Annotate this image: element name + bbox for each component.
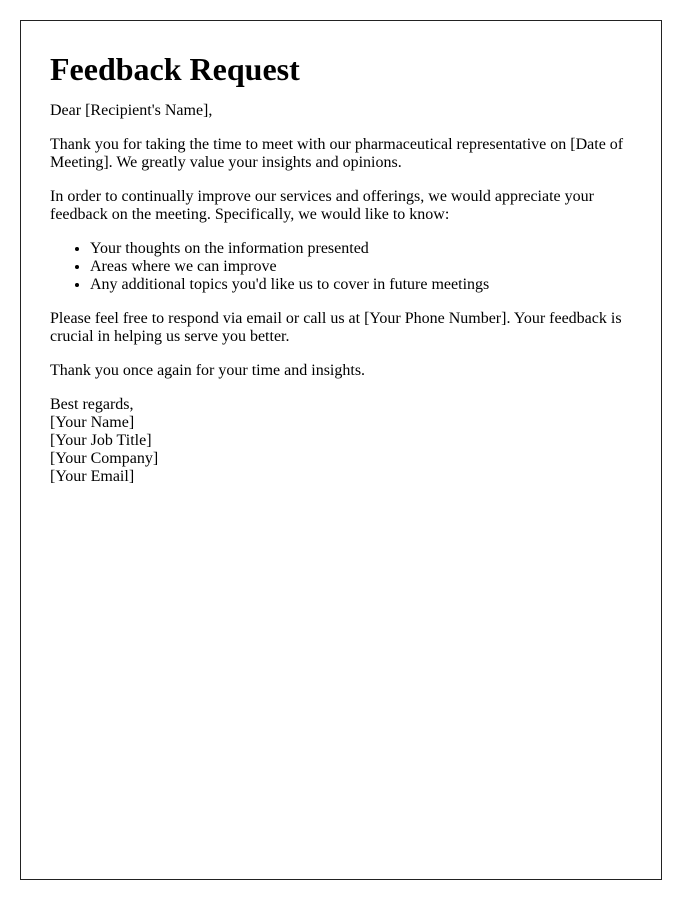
signature-closing: Best regards, <box>50 396 134 413</box>
salutation: Dear [Recipient's Name], <box>50 102 213 119</box>
letter-page <box>20 20 662 880</box>
signature-job-title: [Your Job Title] <box>50 432 152 449</box>
signature-email: [Your Email] <box>50 468 135 485</box>
signature-block <box>50 396 641 486</box>
list-item: • Your thoughts on the information presented <box>90 240 641 258</box>
feedback-topics-list <box>50 240 641 294</box>
letter-title: Feedback Request <box>50 51 300 87</box>
signature-name: [Your Name] <box>50 414 135 431</box>
list-item: • Any additional topics you'd like us to cover in future meetings <box>90 276 641 294</box>
paragraph-request: In order to continually improve our services and offerings, we would appreciate your feedback on the meeting. Specifically, we would like to know: <box>50 188 594 223</box>
paragraph-thanks: Thank you once again for your time and insights. <box>50 362 366 379</box>
paragraph-contact: Please feel free to respond via email or call us at [Your Phone Number]. Your feedback is crucial in helping us serve you better. <box>50 310 622 345</box>
signature-company: [Your Company] <box>50 450 159 467</box>
list-item: • Areas where we can improve <box>90 258 641 276</box>
paragraph-intro: Thank you for taking the time to meet with our pharmaceutical representative on [Date of Meeting]. We greatly value your insights and opinions. <box>50 136 624 171</box>
